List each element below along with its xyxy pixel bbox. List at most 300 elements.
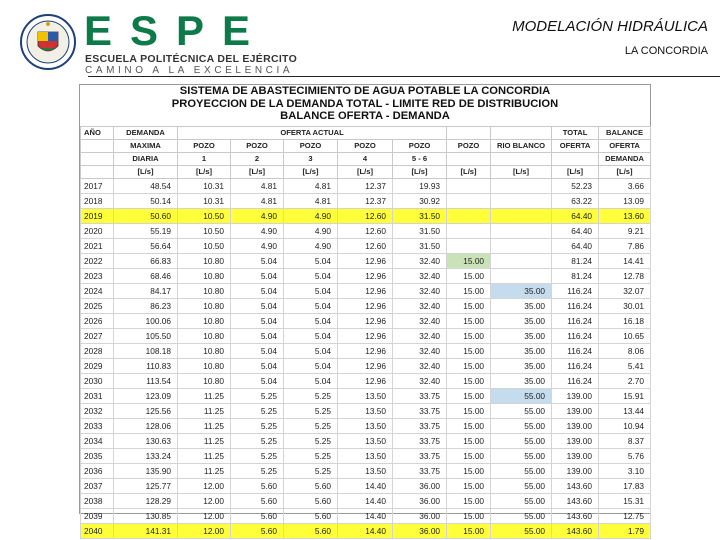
value-cell: 10.80 [178, 268, 231, 283]
value-cell [491, 208, 552, 223]
sheet-title [80, 85, 650, 123]
value-cell: 12.00 [178, 508, 231, 523]
value-cell: 5.04 [231, 373, 284, 388]
value-cell: 11.25 [178, 448, 231, 463]
value-cell: 9.21 [599, 223, 651, 238]
value-cell: 143.60 [552, 478, 599, 493]
value-cell: 15.00 [447, 478, 491, 493]
value-cell: 143.60 [552, 523, 599, 538]
value-cell: 11.25 [178, 418, 231, 433]
value-cell: 108.18 [114, 343, 178, 358]
value-cell: 55.00 [491, 388, 552, 403]
value-cell: 12.96 [338, 313, 393, 328]
value-cell: 116.24 [552, 343, 599, 358]
column-header [552, 152, 599, 165]
value-cell: 32.40 [393, 283, 447, 298]
column-header: 2 [231, 152, 284, 165]
value-cell: 52.23 [552, 178, 599, 193]
value-cell: 139.00 [552, 403, 599, 418]
table-row [81, 418, 651, 433]
value-cell: 33.75 [393, 388, 447, 403]
year-cell: 2017 [81, 178, 114, 193]
table-row [81, 328, 651, 343]
column-header: POZO [284, 139, 338, 152]
table-row [81, 283, 651, 298]
table-row [81, 433, 651, 448]
value-cell: 55.00 [491, 403, 552, 418]
value-cell: 4.90 [284, 223, 338, 238]
value-cell: 56.64 [114, 238, 178, 253]
value-cell: 15.00 [447, 298, 491, 313]
value-cell: 5.04 [284, 358, 338, 373]
value-cell: 5.60 [231, 478, 284, 493]
column-header: RIO BLANCO [491, 139, 552, 152]
header-total: TOTAL [552, 126, 599, 139]
value-cell: 128.29 [114, 493, 178, 508]
value-cell: 35.00 [491, 328, 552, 343]
year-cell: 2038 [81, 493, 114, 508]
value-cell: 139.00 [552, 388, 599, 403]
column-header: [L/s] [599, 165, 651, 178]
header-year: AÑO [81, 126, 114, 139]
column-header: [L/s] [447, 165, 491, 178]
value-cell: 35.00 [491, 358, 552, 373]
value-cell: 4.90 [284, 238, 338, 253]
value-cell: 15.00 [447, 283, 491, 298]
value-cell: 55.00 [491, 523, 552, 538]
column-header: [L/s] [552, 165, 599, 178]
value-cell: 15.00 [447, 418, 491, 433]
year-cell: 2034 [81, 433, 114, 448]
value-cell: 2.70 [599, 373, 651, 388]
slide-title-block [512, 18, 708, 57]
table-row [81, 448, 651, 463]
value-cell: 5.25 [284, 463, 338, 478]
value-cell: 10.80 [178, 298, 231, 313]
value-cell: 5.25 [231, 433, 284, 448]
value-cell: 12.96 [338, 298, 393, 313]
value-cell: 55.00 [491, 493, 552, 508]
value-cell: 12.96 [338, 358, 393, 373]
column-header: 4 [338, 152, 393, 165]
value-cell: 10.80 [178, 328, 231, 343]
value-cell: 10.65 [599, 328, 651, 343]
value-cell: 12.96 [338, 373, 393, 388]
value-cell: 4.90 [231, 223, 284, 238]
value-cell: 5.25 [231, 388, 284, 403]
value-cell: 13.09 [599, 193, 651, 208]
value-cell: 4.90 [231, 238, 284, 253]
year-cell: 2035 [81, 448, 114, 463]
value-cell: 10.31 [178, 178, 231, 193]
value-cell: 110.83 [114, 358, 178, 373]
value-cell: 86.23 [114, 298, 178, 313]
year-cell: 2027 [81, 328, 114, 343]
value-cell: 15.00 [447, 268, 491, 283]
column-header: OFERTA [599, 139, 651, 152]
value-cell: 50.14 [114, 193, 178, 208]
value-cell: 116.24 [552, 313, 599, 328]
value-cell: 116.24 [552, 298, 599, 313]
value-cell: 12.00 [178, 523, 231, 538]
value-cell: 5.60 [231, 493, 284, 508]
value-cell: 33.75 [393, 403, 447, 418]
value-cell: 139.00 [552, 433, 599, 448]
value-cell: 12.96 [338, 328, 393, 343]
column-header: DEMANDA [599, 152, 651, 165]
column-header [81, 139, 114, 152]
value-cell: 15.00 [447, 508, 491, 523]
value-cell: 15.31 [599, 493, 651, 508]
year-cell: 2026 [81, 313, 114, 328]
value-cell: 33.75 [393, 448, 447, 463]
value-cell: 55.00 [491, 418, 552, 433]
column-header: [L/s] [284, 165, 338, 178]
value-cell: 100.06 [114, 313, 178, 328]
value-cell: 15.00 [447, 343, 491, 358]
value-cell: 5.25 [284, 388, 338, 403]
value-cell: 32.40 [393, 373, 447, 388]
value-cell: 36.00 [393, 508, 447, 523]
value-cell: 12.60 [338, 238, 393, 253]
value-cell: 15.00 [447, 328, 491, 343]
value-cell: 5.04 [231, 313, 284, 328]
value-cell: 33.75 [393, 463, 447, 478]
slide-subtitle: LA CONCORDIA [624, 45, 708, 57]
value-cell: 116.24 [552, 373, 599, 388]
value-cell [491, 268, 552, 283]
value-cell: 5.04 [231, 358, 284, 373]
table-row [81, 463, 651, 478]
value-cell: 12.00 [178, 493, 231, 508]
value-cell: 143.60 [552, 508, 599, 523]
value-cell: 14.40 [338, 478, 393, 493]
value-cell: 12.60 [338, 208, 393, 223]
value-cell: 12.37 [338, 178, 393, 193]
column-header: POZO [338, 139, 393, 152]
value-cell: 116.24 [552, 283, 599, 298]
value-cell: 12.00 [178, 478, 231, 493]
table-body [81, 178, 651, 538]
column-header: 3 [284, 152, 338, 165]
value-cell: 113.54 [114, 373, 178, 388]
value-cell: 5.25 [231, 448, 284, 463]
header-row-2 [81, 152, 651, 165]
year-cell: 2029 [81, 358, 114, 373]
value-cell: 14.40 [338, 493, 393, 508]
column-header: POZO [231, 139, 284, 152]
value-cell: 10.80 [178, 358, 231, 373]
value-cell: 64.40 [552, 208, 599, 223]
table-row [81, 268, 651, 283]
header-row-3 [81, 165, 651, 178]
value-cell: 5.04 [284, 268, 338, 283]
value-cell: 31.50 [393, 223, 447, 238]
value-cell: 12.96 [338, 253, 393, 268]
value-cell: 55.00 [491, 478, 552, 493]
value-cell [447, 238, 491, 253]
value-cell: 10.80 [178, 313, 231, 328]
value-cell: 3.66 [599, 178, 651, 193]
value-cell: 68.46 [114, 268, 178, 283]
table-row [81, 223, 651, 238]
column-header: [L/s] [178, 165, 231, 178]
value-cell: 123.09 [114, 388, 178, 403]
value-cell: 12.60 [338, 223, 393, 238]
value-cell: 5.04 [284, 298, 338, 313]
value-cell: 8.37 [599, 433, 651, 448]
value-cell: 139.00 [552, 418, 599, 433]
year-cell: 2039 [81, 508, 114, 523]
column-header: POZO [178, 139, 231, 152]
value-cell: 116.24 [552, 358, 599, 373]
table-row [81, 343, 651, 358]
value-cell: 5.41 [599, 358, 651, 373]
value-cell: 3.10 [599, 463, 651, 478]
brand-subtitle: ESCUELA POLITÉCNICA DEL EJÉRCITO [85, 53, 298, 65]
value-cell: 5.04 [231, 253, 284, 268]
year-cell: 2033 [81, 418, 114, 433]
year-cell: 2020 [81, 223, 114, 238]
value-cell: 16.18 [599, 313, 651, 328]
value-cell: 130.85 [114, 508, 178, 523]
value-cell: 125.56 [114, 403, 178, 418]
value-cell [491, 223, 552, 238]
value-cell: 15.00 [447, 253, 491, 268]
value-cell: 32.40 [393, 268, 447, 283]
value-cell: 15.00 [447, 448, 491, 463]
column-header: [L/s] [114, 165, 178, 178]
value-cell: 15.00 [447, 433, 491, 448]
value-cell: 11.25 [178, 433, 231, 448]
value-cell: 15.00 [447, 493, 491, 508]
value-cell: 10.80 [178, 283, 231, 298]
value-cell: 13.44 [599, 403, 651, 418]
value-cell: 8.06 [599, 343, 651, 358]
institution-seal-icon [20, 14, 76, 70]
value-cell: 143.60 [552, 493, 599, 508]
table-row [81, 178, 651, 193]
column-header: POZO [393, 139, 447, 152]
value-cell: 5.25 [231, 418, 284, 433]
value-cell: 55.19 [114, 223, 178, 238]
value-cell: 4.81 [284, 193, 338, 208]
value-cell: 15.00 [447, 463, 491, 478]
value-cell: 5.04 [284, 343, 338, 358]
value-cell: 128.06 [114, 418, 178, 433]
value-cell: 12.75 [599, 508, 651, 523]
value-cell: 32.40 [393, 298, 447, 313]
value-cell: 14.40 [338, 508, 393, 523]
value-cell: 13.60 [599, 208, 651, 223]
header-balance: BALANCE [599, 126, 651, 139]
value-cell: 5.25 [284, 433, 338, 448]
value-cell: 55.00 [491, 508, 552, 523]
value-cell: 5.04 [231, 328, 284, 343]
value-cell: 33.75 [393, 433, 447, 448]
value-cell: 31.50 [393, 208, 447, 223]
value-cell [491, 193, 552, 208]
year-cell: 2019 [81, 208, 114, 223]
value-cell: 5.25 [284, 448, 338, 463]
value-cell: 30.92 [393, 193, 447, 208]
value-cell [447, 223, 491, 238]
column-header: [L/s] [393, 165, 447, 178]
year-cell: 2025 [81, 298, 114, 313]
value-cell: 13.50 [338, 433, 393, 448]
value-cell: 32.40 [393, 358, 447, 373]
value-cell: 10.50 [178, 223, 231, 238]
column-header [447, 152, 491, 165]
value-cell: 35.00 [491, 313, 552, 328]
value-cell: 125.77 [114, 478, 178, 493]
value-cell: 12.96 [338, 283, 393, 298]
column-header [491, 152, 552, 165]
value-cell: 32.07 [599, 283, 651, 298]
value-cell: 31.50 [393, 238, 447, 253]
value-cell: 12.96 [338, 268, 393, 283]
value-cell: 63.22 [552, 193, 599, 208]
year-cell: 2023 [81, 268, 114, 283]
value-cell: 13.50 [338, 418, 393, 433]
table-row [81, 373, 651, 388]
value-cell: 5.25 [284, 418, 338, 433]
value-cell: 19.93 [393, 178, 447, 193]
value-cell: 4.90 [284, 208, 338, 223]
value-cell: 35.00 [491, 283, 552, 298]
value-cell: 10.50 [178, 238, 231, 253]
value-cell: 35.00 [491, 298, 552, 313]
value-cell: 36.00 [393, 478, 447, 493]
table-row [81, 508, 651, 523]
value-cell: 32.40 [393, 313, 447, 328]
value-cell: 10.50 [178, 208, 231, 223]
table-row [81, 193, 651, 208]
value-cell: 13.50 [338, 388, 393, 403]
value-cell: 30.01 [599, 298, 651, 313]
table-row [81, 493, 651, 508]
header-oferta-actual: OFERTA ACTUAL [178, 126, 447, 139]
year-cell: 2028 [81, 343, 114, 358]
value-cell: 141.31 [114, 523, 178, 538]
column-header: [L/s] [338, 165, 393, 178]
value-cell: 5.25 [231, 463, 284, 478]
value-cell: 5.04 [284, 253, 338, 268]
value-cell: 1.79 [599, 523, 651, 538]
value-cell: 36.00 [393, 493, 447, 508]
value-cell: 35.00 [491, 373, 552, 388]
value-cell: 130.63 [114, 433, 178, 448]
column-header: POZO [447, 139, 491, 152]
value-cell: 5.04 [231, 283, 284, 298]
value-cell: 5.60 [231, 508, 284, 523]
value-cell: 12.96 [338, 343, 393, 358]
value-cell: 139.00 [552, 463, 599, 478]
value-cell: 5.04 [284, 328, 338, 343]
value-cell: 11.25 [178, 388, 231, 403]
value-cell: 116.24 [552, 328, 599, 343]
header-demanda: DEMANDA [114, 126, 178, 139]
balance-table [80, 126, 651, 539]
value-cell: 66.83 [114, 253, 178, 268]
value-cell: 5.25 [231, 403, 284, 418]
value-cell: 7.86 [599, 238, 651, 253]
value-cell: 48.54 [114, 178, 178, 193]
value-cell: 50.60 [114, 208, 178, 223]
value-cell: 10.94 [599, 418, 651, 433]
value-cell [491, 178, 552, 193]
header-divider [88, 76, 720, 77]
column-header: DIARIA [114, 152, 178, 165]
value-cell: 5.76 [599, 448, 651, 463]
column-header: [L/s] [491, 165, 552, 178]
table-row [81, 313, 651, 328]
value-cell: 32.40 [393, 253, 447, 268]
column-header [81, 152, 114, 165]
table-row [81, 523, 651, 538]
table-row [81, 358, 651, 373]
value-cell [491, 253, 552, 268]
value-cell: 4.81 [231, 178, 284, 193]
value-cell: 4.81 [284, 178, 338, 193]
value-cell: 55.00 [491, 433, 552, 448]
value-cell: 14.41 [599, 253, 651, 268]
value-cell: 15.00 [447, 358, 491, 373]
brand-name: ESPE [84, 7, 269, 54]
value-cell [447, 193, 491, 208]
sheet-title-line-1: SISTEMA DE ABASTECIMIENTO DE AGUA POTABLE LA CONCORDIA [179, 85, 551, 97]
header-row-1 [81, 139, 651, 152]
value-cell: 5.04 [231, 298, 284, 313]
value-cell: 135.90 [114, 463, 178, 478]
value-cell: 81.24 [552, 268, 599, 283]
value-cell: 11.25 [178, 403, 231, 418]
column-header: [L/s] [231, 165, 284, 178]
value-cell [491, 238, 552, 253]
column-header [81, 165, 114, 178]
value-cell: 10.31 [178, 193, 231, 208]
value-cell: 105.50 [114, 328, 178, 343]
value-cell: 13.50 [338, 463, 393, 478]
spreadsheet-image [79, 84, 651, 536]
value-cell: 5.60 [231, 523, 284, 538]
value-cell: 55.00 [491, 448, 552, 463]
value-cell: 15.00 [447, 388, 491, 403]
value-cell: 33.75 [393, 418, 447, 433]
value-cell: 139.00 [552, 448, 599, 463]
value-cell: 5.04 [284, 313, 338, 328]
value-cell: 4.81 [231, 193, 284, 208]
value-cell: 5.04 [231, 343, 284, 358]
year-cell: 2037 [81, 478, 114, 493]
table-row [81, 208, 651, 223]
value-cell: 10.80 [178, 253, 231, 268]
value-cell: 15.00 [447, 403, 491, 418]
table-row [81, 478, 651, 493]
year-cell: 2021 [81, 238, 114, 253]
value-cell: 15.91 [599, 388, 651, 403]
header-row-groups [81, 126, 651, 139]
table-row [81, 388, 651, 403]
value-cell: 12.78 [599, 268, 651, 283]
value-cell [447, 178, 491, 193]
value-cell: 11.25 [178, 463, 231, 478]
year-cell: 2022 [81, 253, 114, 268]
year-cell: 2024 [81, 283, 114, 298]
value-cell: 13.50 [338, 448, 393, 463]
year-cell: 2031 [81, 388, 114, 403]
year-cell: 2032 [81, 403, 114, 418]
